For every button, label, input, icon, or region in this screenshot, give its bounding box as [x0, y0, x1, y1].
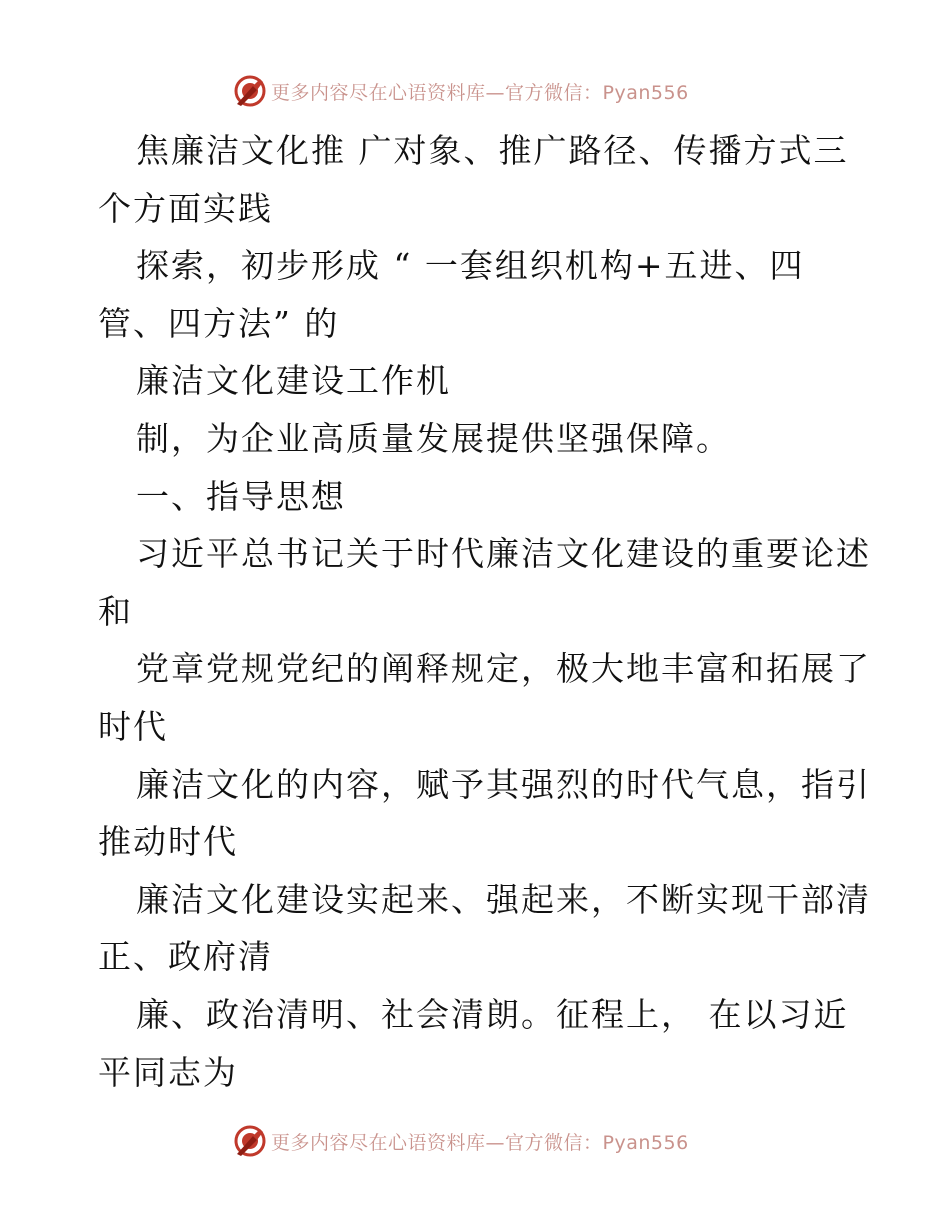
text-line: 廉洁文化建设实起来、强起来，不断实现干部清 [136, 879, 871, 919]
text-line: 正、政府清 [98, 937, 273, 977]
header-watermark [233, 74, 689, 108]
section-heading: 一、指导思想 [136, 476, 346, 516]
pen-logo-icon [233, 1124, 267, 1158]
text-line: 探索，初步形成 “ 一套组织机构+五进、四 [136, 246, 805, 286]
document-body [98, 122, 888, 1101]
text-line: 管、四方法” 的 [98, 303, 340, 343]
text-line: 推动时代 [98, 822, 238, 862]
text-line: 习近平总书记关于时代廉洁文化建设的重要论述 [136, 534, 871, 574]
text-line: 廉洁文化建设工作机 [136, 361, 451, 401]
text-line: 平同志为 [98, 1052, 238, 1092]
header-watermark-text: 更多内容尽在心语资料库—官方微信：Pyan556 [271, 81, 689, 104]
text-line: 时代 [98, 706, 168, 746]
text-line: 焦廉洁文化推 广对象、推广路径、传播方式三 [136, 131, 849, 170]
text-line: 党章党规党纪的阐释规定，极大地丰富和拓展了 [136, 649, 871, 689]
text-line: 廉洁文化的内容，赋予其强烈的时代气息，指引 [136, 764, 871, 804]
footer-watermark [233, 1124, 689, 1158]
footer-watermark-text: 更多内容尽在心语资料库—官方微信：Pyan556 [271, 1131, 689, 1154]
text-line: 制，为企业高质量发展提供坚强保障。 [136, 418, 731, 458]
text-line: 个方面实践 [98, 188, 273, 228]
text-line: 和 [98, 591, 133, 631]
text-line: 廉、政治清明、社会清朗。征程上， 在以习近 [136, 994, 849, 1034]
pen-logo-icon [233, 74, 267, 108]
